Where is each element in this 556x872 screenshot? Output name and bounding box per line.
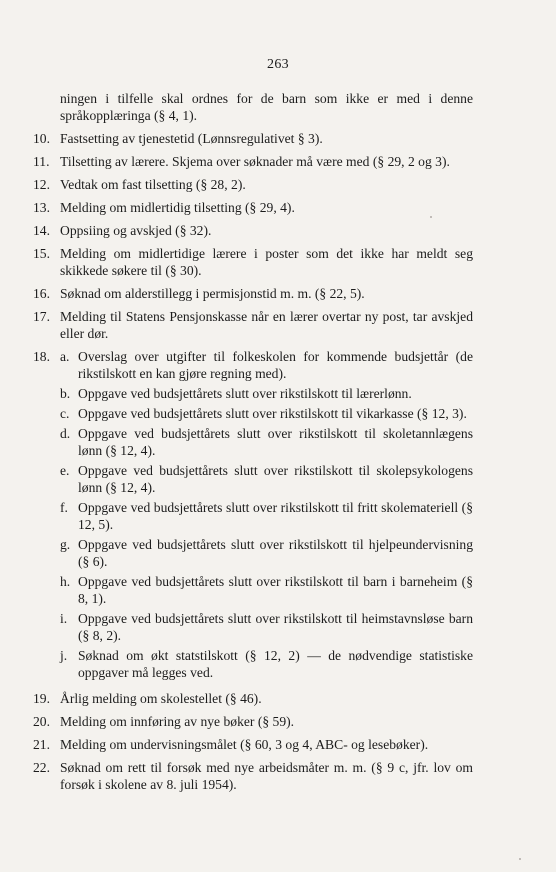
list-item bbox=[33, 245, 473, 279]
list-item bbox=[33, 308, 473, 342]
paper-speck bbox=[519, 858, 521, 860]
item-text: Melding om undervisningsmålet (§ 60, 3 og 4, ABC- og lesebøker). bbox=[60, 737, 429, 752]
page-body bbox=[33, 90, 473, 799]
item-text: Melding om midlertidige lærere i poster som det ikke har meldt seg skikkede søkere til (§ 30). bbox=[60, 246, 473, 278]
sub-list bbox=[60, 348, 473, 684]
sub-text: Overslag over utgifter til folkeskolen for kommende budsjettår (de rikstilskott en kan gjøre regning med). bbox=[78, 349, 473, 381]
sub-letter: b. bbox=[60, 386, 71, 401]
item-number: 12. bbox=[33, 177, 50, 192]
item-text: Melding om midlertidig tilsetting (§ 29, 4). bbox=[60, 200, 295, 215]
item-text: Oppsiing og avskjed (§ 32). bbox=[60, 223, 212, 238]
intro-paragraph: ningen i tilfelle skal ordnes for de barn som ikke er med i denne språkopplæringa (§ 4, 1). bbox=[60, 91, 473, 123]
item-number: 21. bbox=[33, 737, 50, 752]
item-text: Tilsetting av lærere. Skjema over søknader må være med (§ 29, 2 og 3). bbox=[60, 154, 450, 169]
list-item bbox=[33, 130, 473, 147]
sub-letter: i. bbox=[60, 611, 68, 626]
item-number: 11. bbox=[33, 154, 50, 169]
sub-letter: f. bbox=[60, 500, 68, 515]
list-item bbox=[33, 285, 473, 302]
list-item bbox=[33, 176, 473, 193]
sub-text: Oppgave ved budsjettårets slutt over rikstilskott til barn i barneheim (§ 8, 1). bbox=[78, 574, 473, 606]
item-text: Melding om innføring av nye bøker (§ 59). bbox=[60, 714, 295, 729]
list-item bbox=[33, 153, 473, 170]
paper-speck bbox=[430, 216, 432, 218]
item-text: Fastsetting av tjenestetid (Lønnsregulativet § 3). bbox=[60, 131, 323, 146]
item-number: 14. bbox=[33, 223, 50, 238]
sub-text: Oppgave ved budsjettårets slutt over rikstilskott til hjelpeundervisning (§ 6). bbox=[78, 537, 473, 569]
sub-letter: g. bbox=[60, 537, 71, 552]
sub-item bbox=[60, 536, 473, 570]
item-number: 18. bbox=[33, 349, 50, 364]
sub-item bbox=[60, 499, 473, 533]
sub-text: Oppgave ved budsjettårets slutt over rikstilskott til fritt skolemateriell (§ 12, 5). bbox=[78, 500, 473, 532]
item-text: Søknad om alderstillegg i permisjonstid m. m. (§ 22, 5). bbox=[60, 286, 365, 301]
sub-text: Søknad om økt statstilskott (§ 12, 2) — de nødvendige statistiske oppgaver må legges ved. bbox=[78, 648, 473, 680]
item-number: 20. bbox=[33, 714, 50, 729]
sub-item bbox=[60, 610, 473, 644]
sub-text: Oppgave ved budsjettårets slutt over rikstilskott til skoletannlægens lønn (§ 12, 4). bbox=[78, 426, 473, 458]
sub-item bbox=[60, 647, 473, 681]
sub-letter: c. bbox=[60, 406, 70, 421]
sub-item bbox=[60, 425, 473, 459]
sub-item bbox=[60, 573, 473, 607]
list-item-18 bbox=[33, 348, 473, 684]
sub-letter: h. bbox=[60, 574, 71, 589]
sub-letter: e. bbox=[60, 463, 70, 478]
item-text: Vedtak om fast tilsetting (§ 28, 2). bbox=[60, 177, 246, 192]
item-text: Søknad om rett til forsøk med nye arbeidsmåter m. m. (§ 9 c, jfr. lov om forsøk i skolene av 8. juli 1954). bbox=[60, 760, 473, 792]
item-number: 16. bbox=[33, 286, 50, 301]
sub-letter: a. bbox=[60, 349, 70, 364]
sub-item bbox=[60, 385, 473, 402]
item-number: 19. bbox=[33, 691, 50, 706]
item-number: 17. bbox=[33, 309, 50, 324]
list-item bbox=[33, 713, 473, 730]
sub-text: Oppgave ved budsjettårets slutt over rikstilskott til vikarkasse (§ 12, 3). bbox=[78, 406, 467, 421]
sub-text: Oppgave ved budsjettårets slutt over rikstilskott til lærerlønn. bbox=[78, 386, 412, 401]
list-item bbox=[33, 690, 473, 707]
item-number: 10. bbox=[33, 131, 50, 146]
sub-text: Oppgave ved budsjettårets slutt over rikstilskott til skolepsykologens lønn (§ 12, 4). bbox=[78, 463, 473, 495]
sub-letter: d. bbox=[60, 426, 71, 441]
page-number: 263 bbox=[267, 57, 289, 72]
item-text: Melding til Statens Pensjonskasse når en lærer overtar ny post, tar avskjed eller dør. bbox=[60, 309, 473, 341]
list-item bbox=[33, 759, 473, 793]
list-item bbox=[33, 222, 473, 239]
item-text: Årlig melding om skolestellet (§ 46). bbox=[60, 691, 262, 706]
item-number: 22. bbox=[33, 760, 50, 775]
sub-letter: j. bbox=[60, 648, 68, 663]
sub-item bbox=[60, 348, 473, 382]
item-number: 13. bbox=[33, 200, 50, 215]
list-item bbox=[33, 736, 473, 753]
sub-item bbox=[60, 462, 473, 496]
item-number: 15. bbox=[33, 246, 50, 261]
sub-item bbox=[60, 405, 473, 422]
list-item bbox=[33, 199, 473, 216]
sub-text: Oppgave ved budsjettårets slutt over rikstilskott til heimstavnsløse barn (§ 8, 2). bbox=[78, 611, 473, 643]
